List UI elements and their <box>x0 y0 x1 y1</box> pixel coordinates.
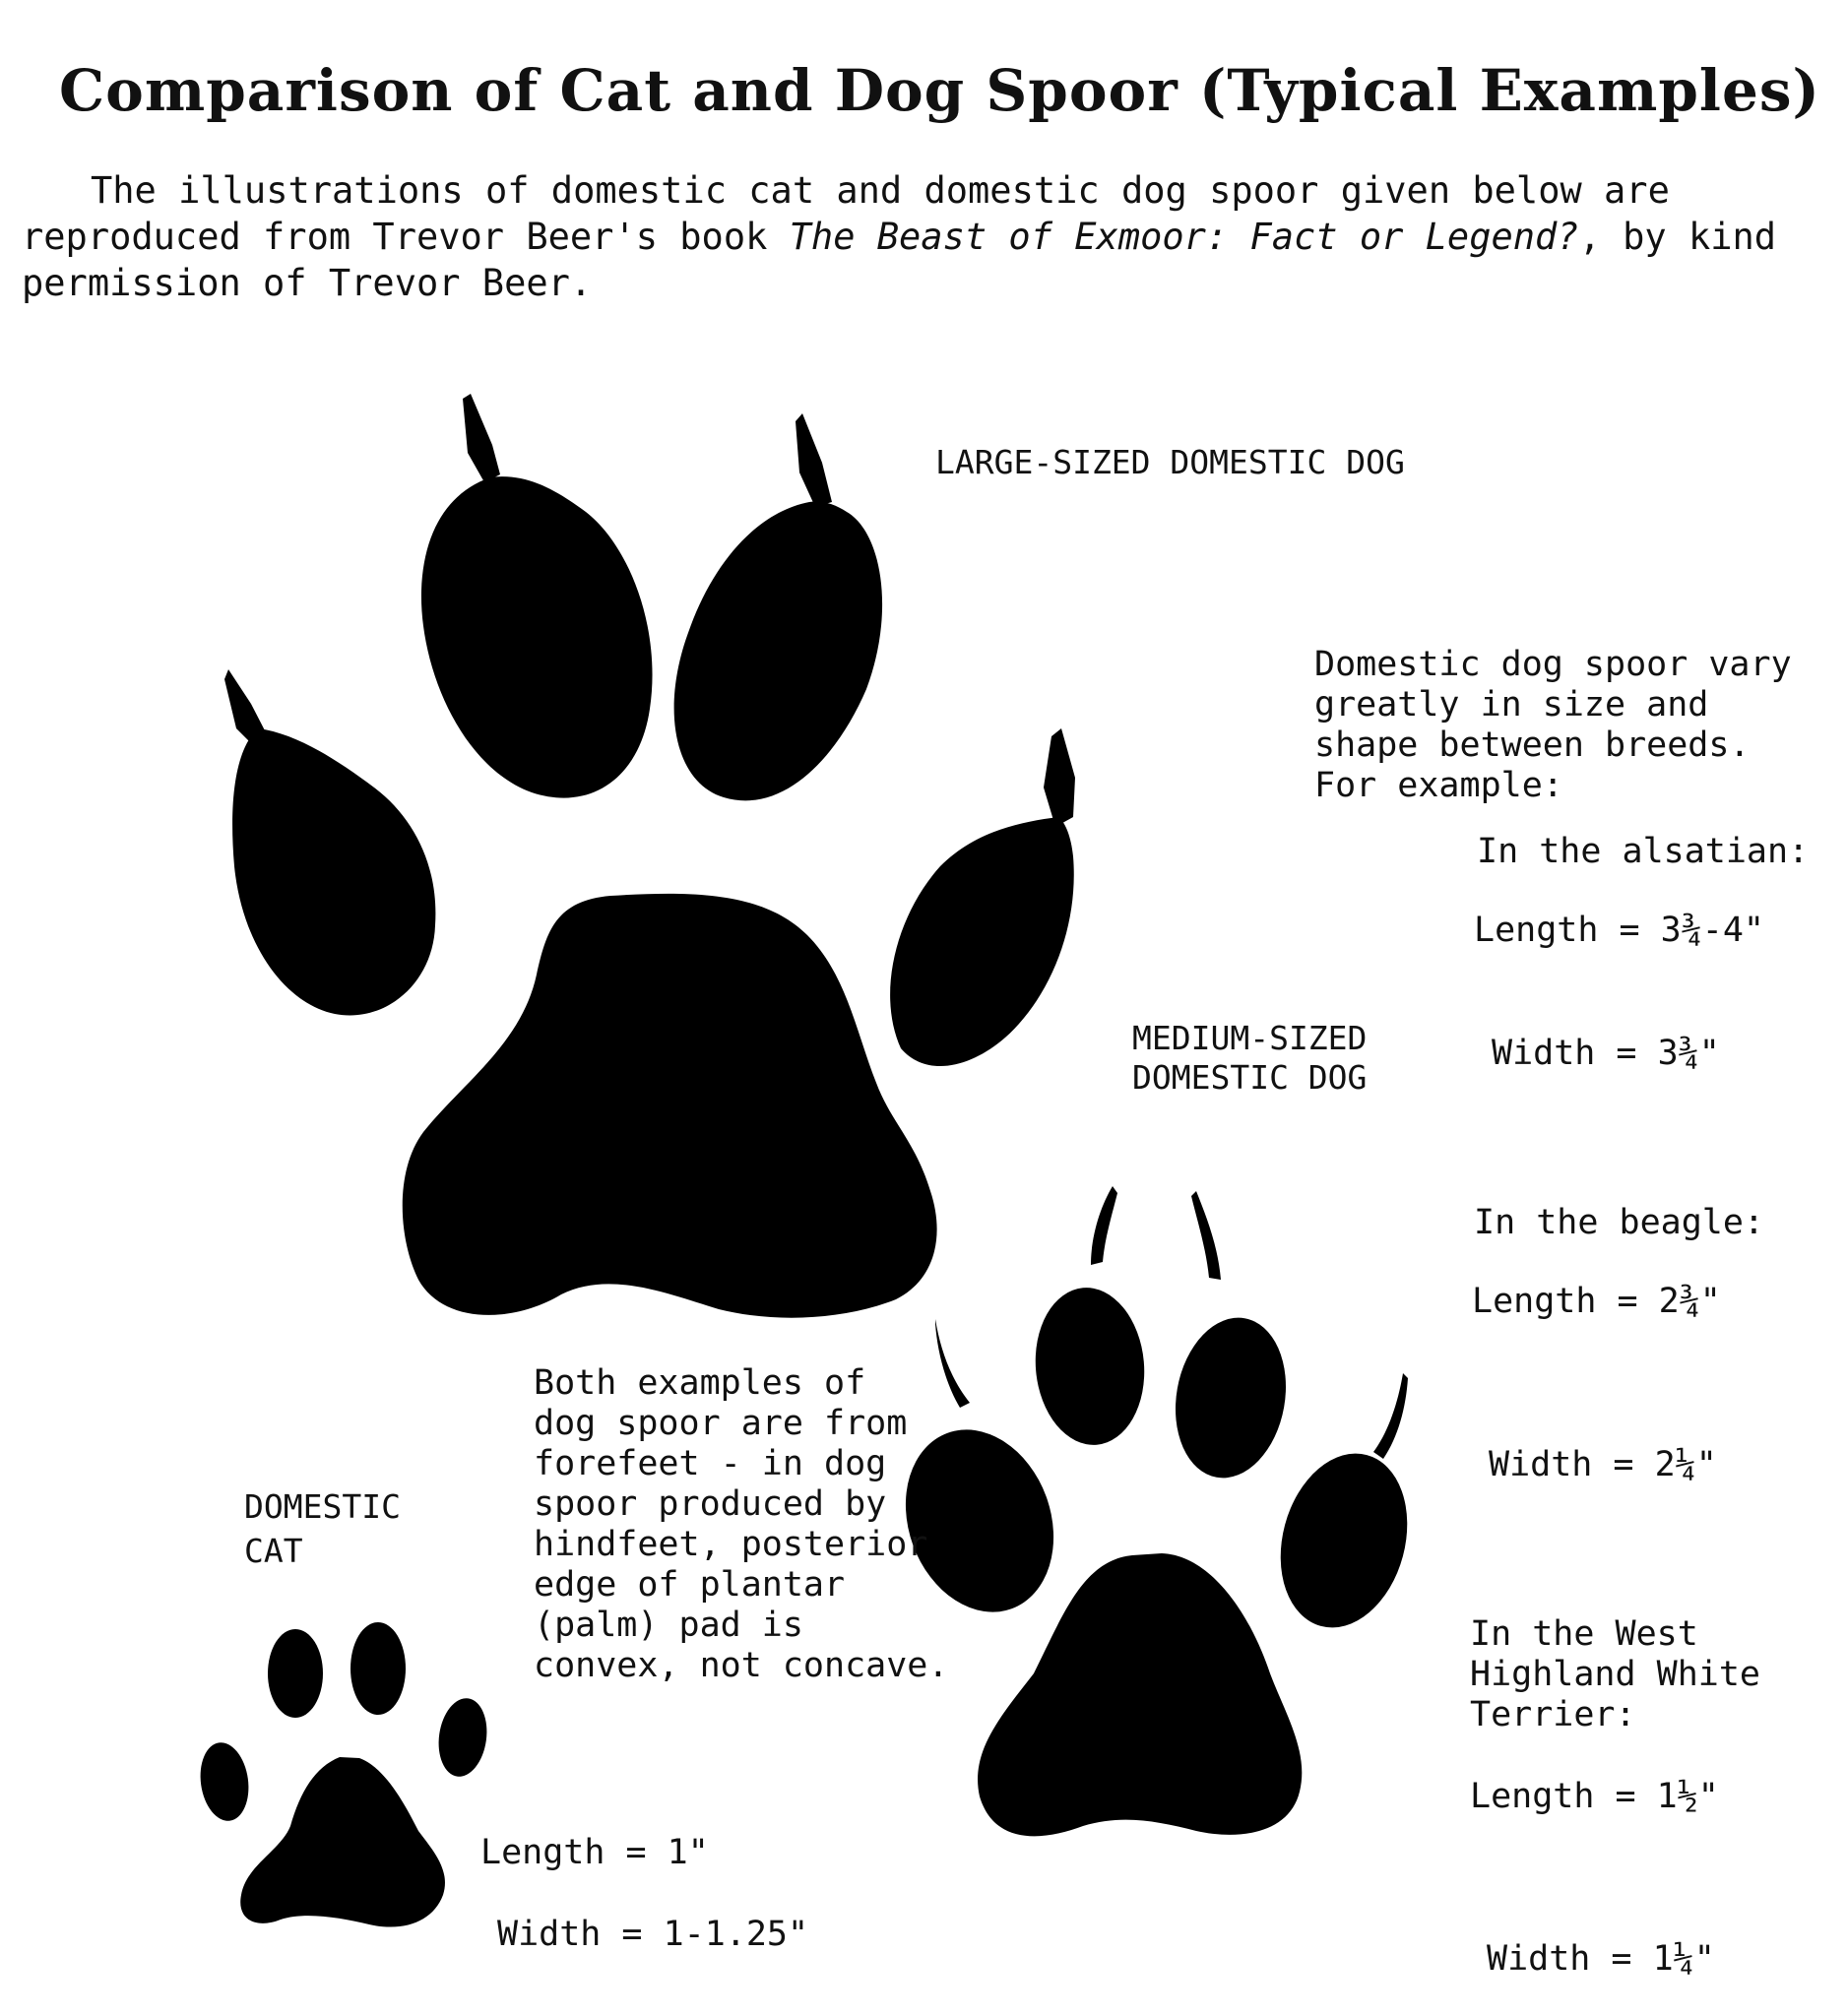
alsatian-length: Length = 3¾-4" <box>1474 911 1765 950</box>
forefeet-note-line-2: dog spoor are from <box>534 1404 908 1443</box>
cat-toe-4 <box>434 1695 492 1780</box>
beagle-length: Length = 2¾" <box>1472 1282 1721 1321</box>
beagle-width: Width = 2¼" <box>1489 1445 1717 1484</box>
medium-dog-label-line-1: MEDIUM-SIZED <box>1132 1019 1368 1057</box>
westie-width: Width = 1¼" <box>1487 1939 1715 1979</box>
cat-label-line-1: DOMESTIC <box>244 1487 401 1526</box>
medium-dog-label-line-2: DOMESTIC DOG <box>1132 1058 1368 1097</box>
alsatian-heading: In the alsatian: <box>1477 832 1810 871</box>
intro-line-2-end: , by kind <box>1578 216 1777 258</box>
medium-dog-label <box>1132 1019 1367 1098</box>
cat-label-line-2: CAT <box>244 1532 303 1570</box>
westie-heading-line-1: In the West <box>1470 1614 1698 1654</box>
intro-line-1: The illustrations of domestic cat and domestic dog spoor given below are <box>91 169 1670 212</box>
intro-line-3: permission of Trevor Beer. <box>22 262 593 304</box>
westie-heading <box>1470 1614 1760 1735</box>
westie-heading-line-2: Highland White <box>1470 1655 1761 1694</box>
westie-length: Length = 1½" <box>1470 1777 1719 1816</box>
page-title: Comparison of Cat and Dog Spoor (Typical Examples) <box>59 57 1820 124</box>
cat-toe-3 <box>196 1739 254 1824</box>
forefeet-note-line-4: spoor produced by <box>534 1484 887 1524</box>
forefeet-note-line-5: hindfeet, posterior <box>534 1525 928 1564</box>
westie-heading-line-3: Terrier: <box>1470 1695 1636 1734</box>
cat-label <box>244 1484 401 1573</box>
book-title: The Beast of Exmoor: Fact or Legend? <box>789 216 1579 258</box>
variation-note-line-4: For example: <box>1314 766 1563 805</box>
large-dog-label: LARGE-SIZED DOMESTIC DOG <box>935 443 1405 481</box>
cat-width: Width = 1-1.25" <box>497 1915 809 1954</box>
dog-variation-note <box>1314 645 1792 806</box>
forefeet-note-line-6: edge of plantar <box>534 1565 846 1605</box>
cat-palm-pad <box>240 1757 445 1927</box>
variation-note-line-3: shape between breeds. <box>1314 725 1751 765</box>
forefeet-note-line-3: forefeet - in dog <box>534 1444 887 1483</box>
variation-note-line-2: greatly in size and <box>1314 685 1709 724</box>
intro-line-2-start: reproduced from Trevor Beer's book <box>22 216 790 258</box>
forefeet-note-line-1: Both examples of <box>534 1363 866 1403</box>
beagle-heading: In the beagle: <box>1474 1203 1765 1242</box>
cat-toe-1 <box>268 1629 323 1718</box>
alsatian-width: Width = 3¾" <box>1492 1034 1720 1073</box>
forefeet-note <box>534 1363 948 1686</box>
cat-length: Length = 1" <box>480 1833 709 1872</box>
forefeet-note-line-8: convex, not concave. <box>534 1646 949 1685</box>
cat-toe-2 <box>350 1622 406 1715</box>
forefeet-note-line-7: (palm) pad is <box>534 1606 803 1645</box>
variation-note-line-1: Domestic dog spoor vary <box>1314 645 1792 684</box>
